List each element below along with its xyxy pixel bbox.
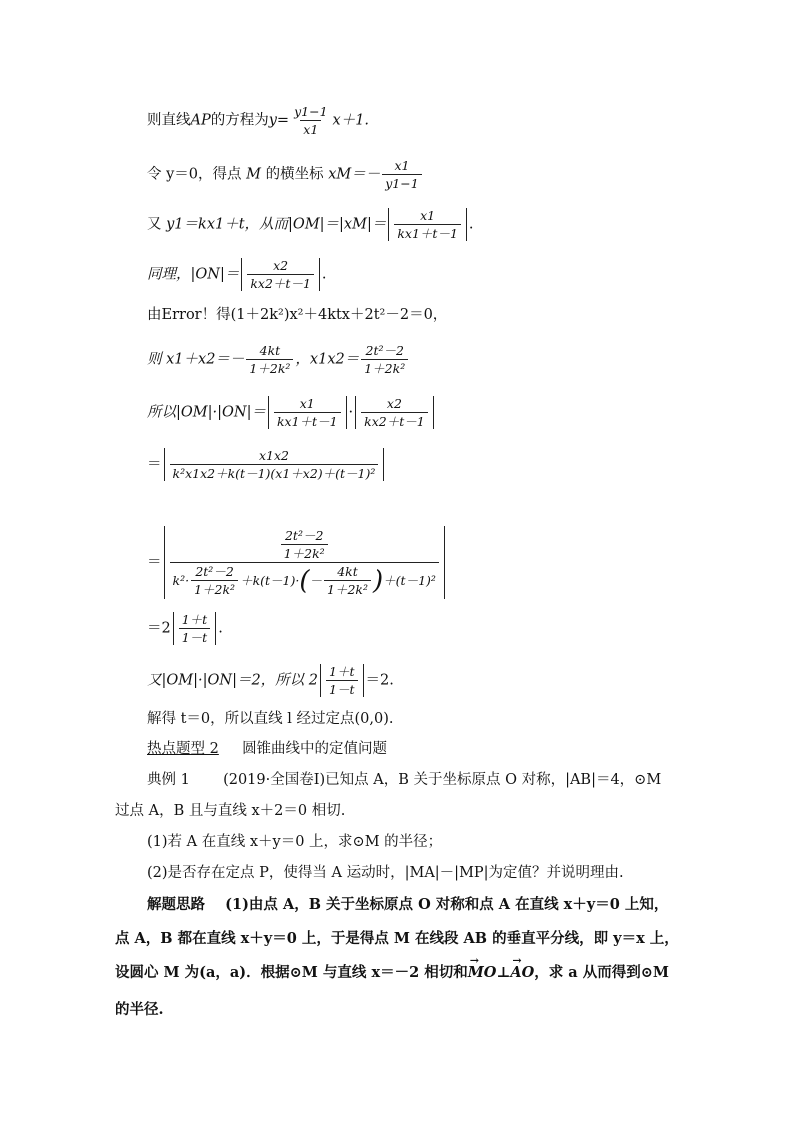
line-point-m — [147, 158, 424, 191]
text: － — [309, 573, 323, 588]
abs-value — [388, 208, 467, 241]
line-vieta — [147, 343, 410, 376]
text: ＝ — [147, 554, 162, 571]
denominator: kx2＋t－1 — [247, 274, 314, 291]
fraction — [324, 564, 371, 597]
solution-idea-2 — [115, 929, 679, 949]
text: y1＝kx1＋t，从而|OM|＝|xM|＝ — [166, 216, 387, 233]
example-line-2 — [115, 801, 345, 821]
denominator: 1＋2k² — [361, 359, 408, 376]
denominator: 1＋2k² — [324, 580, 371, 597]
text: 又|OM|·|ON|＝2，所以 2 — [147, 672, 319, 689]
fraction — [179, 612, 210, 645]
denominator: k²x1x2＋k(t－1)(x1＋x2)＋(t－1)² — [170, 464, 379, 481]
text: ⊥ — [496, 964, 511, 981]
denominator: 1＋2k² — [281, 544, 328, 561]
solution-idea-4 — [115, 1000, 164, 1020]
vector-ao: → AO — [510, 963, 534, 983]
text: y＝0，得点 — [166, 166, 242, 183]
fraction — [247, 258, 314, 291]
numerator: 1＋t — [329, 664, 355, 679]
abs-value — [241, 258, 320, 291]
numerator: x1 — [420, 208, 436, 223]
text: ＋(t－1)² — [383, 573, 436, 588]
text: 则直线 — [147, 112, 191, 129]
solution-idea-3 — [115, 963, 669, 983]
numerator: x1x2 — [258, 448, 289, 463]
text: ，求 a 从而得到⊙M — [534, 964, 669, 981]
text: (2019·全国卷Ⅰ)已知点 A，B 关于坐标原点 O 对称，|AB|＝4，⊙M — [223, 772, 662, 788]
fraction — [170, 448, 379, 481]
text: 则 x1＋x2＝－ — [147, 351, 245, 368]
text: ＝ — [147, 456, 162, 473]
abs-value — [320, 664, 363, 697]
numerator: x2 — [386, 396, 402, 411]
numerator: 1＋t — [181, 612, 208, 627]
denominator — [170, 562, 439, 597]
fraction — [382, 158, 421, 191]
fraction — [191, 564, 238, 597]
denominator: x1 — [300, 120, 321, 137]
text: 令 — [147, 166, 162, 183]
text: x＋1. — [332, 112, 370, 129]
text: 解得 t＝0，所以直线 l 经过定点(0,0). — [147, 711, 394, 727]
text: 同理，|ON|＝ — [147, 266, 240, 283]
fraction — [394, 208, 461, 241]
section-heading — [147, 739, 387, 759]
text: AP — [190, 112, 211, 129]
text: k²· — [172, 573, 190, 588]
example-line-1 — [147, 770, 661, 790]
line-condition — [147, 664, 394, 697]
abs-value — [164, 526, 445, 599]
numerator: 2t²－2 — [365, 343, 404, 358]
denominator: 1＋2k² — [191, 580, 238, 597]
line-eq-substituted — [147, 526, 447, 599]
idea-label: 解题思路 — [147, 896, 205, 913]
fraction — [281, 528, 328, 561]
denominator: kx1＋t－1 — [394, 224, 461, 241]
fraction — [291, 104, 330, 137]
line-eq-result — [147, 612, 223, 645]
numerator: x1 — [299, 396, 315, 411]
line-ap-equation — [147, 104, 369, 137]
fraction — [274, 396, 341, 429]
line-solution — [147, 709, 394, 729]
denominator: y1−1 — [382, 174, 421, 191]
numerator: x1 — [394, 158, 410, 173]
text: (2)是否存在定点 P，使得当 A 运动时，|MA|－|MP|为定值？并说明理由. — [147, 865, 624, 881]
text: 由Error！得(1＋2k²)x²＋4ktx＋2t²－2＝0， — [147, 307, 448, 323]
line-error — [147, 305, 447, 325]
section-label: 热点题型 2 — [147, 741, 219, 757]
numerator: y1−1 — [294, 104, 328, 119]
text: ＝2 — [147, 620, 171, 637]
abs-value — [173, 612, 216, 645]
line-product: 所以|OM|·|ON|＝ $\frac{x1}{kx1+t-1}$ · $\frac{x2}{kx2+t-1}$ — [147, 396, 436, 429]
question-2 — [147, 863, 624, 883]
numerator: 4kt — [337, 564, 358, 579]
line-on: 同理，|ON|＝ $\frac{x2}{kx2+t-1}$ . — [147, 258, 327, 291]
numerator: 4kt — [259, 343, 281, 358]
text: 点 A，B 都在直线 x＋y＝0 上，于是得点 M 在线段 AB 的垂直平分线，即 y＝x 上， — [115, 930, 679, 947]
fraction — [361, 396, 428, 429]
line-eq-expanded — [147, 448, 386, 481]
denominator: 1－t — [179, 628, 210, 645]
text: ＋k(t－1)· — [240, 573, 300, 588]
example-label: 典例 1 — [147, 772, 190, 788]
fraction — [170, 528, 439, 597]
abs-value — [164, 448, 385, 481]
denominator: 1－t — [326, 680, 357, 697]
text: (1)由点 A，B 关于坐标原点 O 对称和点 A 在直线 x＋y＝0 上知， — [225, 896, 669, 913]
text: 所以|OM|·|ON|＝ — [147, 404, 266, 421]
fraction — [326, 664, 357, 697]
text: 的横坐标 — [265, 166, 324, 183]
denominator: 1＋2k² — [246, 359, 293, 376]
numerator: 2t²－2 — [284, 528, 324, 543]
text: 过点 A，B 且与直线 x＋2＝0 相切. — [115, 803, 346, 819]
vector-mo: → MO — [468, 963, 497, 983]
abs-value — [355, 396, 434, 429]
question-1 — [147, 832, 442, 852]
numerator: 2t²－2 — [195, 564, 234, 579]
text: 设圆心 M 为(a，a)．根据⊙M 与直线 x＝－2 相切和 — [115, 964, 468, 981]
text: M — [246, 166, 261, 183]
solution-idea-1 — [147, 895, 668, 915]
numerator — [276, 528, 333, 562]
text: 的半径. — [115, 1001, 164, 1018]
text: y= — [268, 112, 290, 129]
fraction — [246, 343, 293, 376]
section-title: 圆锥曲线中的定值问题 — [242, 741, 388, 757]
text: 的方程为 — [210, 112, 269, 129]
text: ，x1x2＝ — [295, 351, 360, 368]
denominator: kx1＋t－1 — [274, 412, 341, 429]
denominator: kx2＋t－1 — [361, 412, 428, 429]
text: . — [218, 620, 223, 637]
parenthesis: ( － $\frac{4kt}{\text{1＋2k²}}$ ) — [299, 564, 384, 597]
text: ＝2. — [365, 672, 394, 689]
text: (1)若 A 在直线 x＋y＝0 上，求⊙M 的半径； — [147, 834, 443, 850]
numerator: x2 — [273, 258, 289, 273]
text: xM＝－ — [328, 166, 381, 183]
text: 又 — [147, 216, 162, 233]
line-om: 又 y1＝kx1＋t，从而|OM|＝|xM|＝ $\frac{x1}{kx1+t-1}$ . — [147, 208, 474, 241]
abs-value — [268, 396, 347, 429]
fraction — [361, 343, 408, 376]
